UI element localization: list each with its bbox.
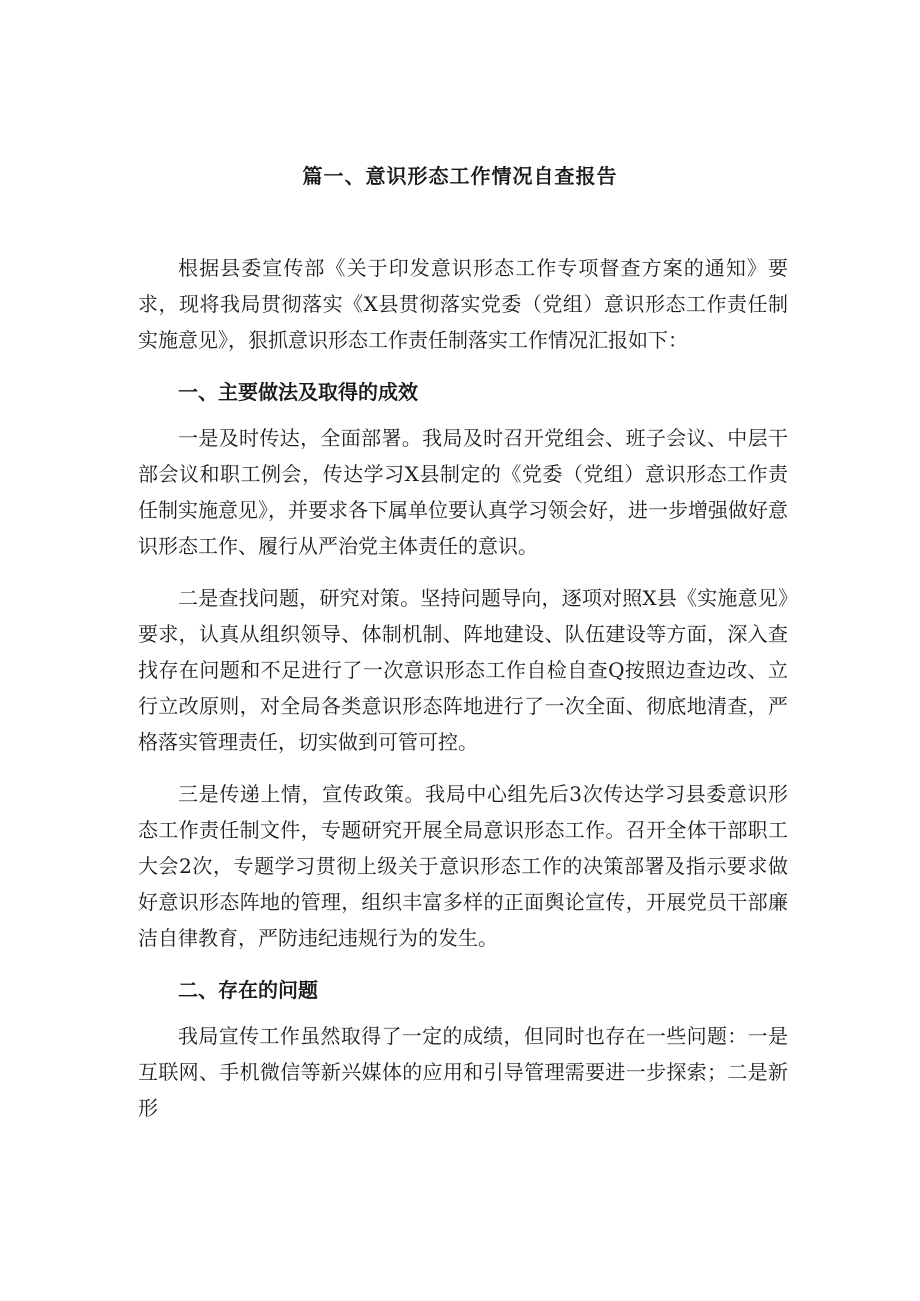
body-paragraph: 一是及时传达，全面部署。我局及时召开党组会、班子会议、中层干部会议和职工例会，传达学习X县制定的《党委（党组）意识形态工作责任制实施意见》，并要求各下属单位要认真学习领会好，进一步增强做好意识形态工作、履行从严治党主体责任的意识。 [138,426,788,558]
intro-paragraph: 根据县委宣传部《关于印发意识形态工作专项督查方案的通知》要求，现将我局贯彻落实《X县贯彻落实党委（党组）意识形态工作责任制实施意见》，狠抓意识形态工作责任制落实工作情况汇报如下： [138,256,788,352]
section-heading-problems: 二、存在的问题 [178,978,318,1002]
body-paragraph: 我局宣传工作虽然取得了一定的成绩，但同时也存在一些问题：一是互联网、手机微信等新兴媒体的应用和引导管理需要进一步探索；二是新形 [138,1024,788,1120]
section-heading-achievements: 一、主要做法及取得的成效 [178,380,418,404]
body-paragraph: 二是查找问题，研究对策。坚持问题导向，逐项对照X县《实施意见》要求，认真从组织领导、体制机制、阵地建设、队伍建设等方面，深入查找存在问题和不足进行了一次意识形态工作自检自查Q按照边查边改、立行立改原则，对全局各类意识形态阵地进行了一次全面、彻底地清查，严格落实管理责任，切实做到可管可控。 [138,586,788,754]
body-paragraph: 三是传递上情，宣传政策。我局中心组先后3次传达学习县委意识形态工作责任制文件，专题研究开展全局意识形态工作。召开全体干部职工大会2次，专题学习贯彻上级关于意识形态工作的决策部署及指示要求做好意识形态阵地的管理，组织丰富多样的正面舆论宣传，开展党员干部廉洁自律教育，严防违纪违规行为的发生。 [138,782,788,950]
document-title: 篇一、意识形态工作情况自查报告 [302,164,618,188]
document-body [138,250,788,1142]
